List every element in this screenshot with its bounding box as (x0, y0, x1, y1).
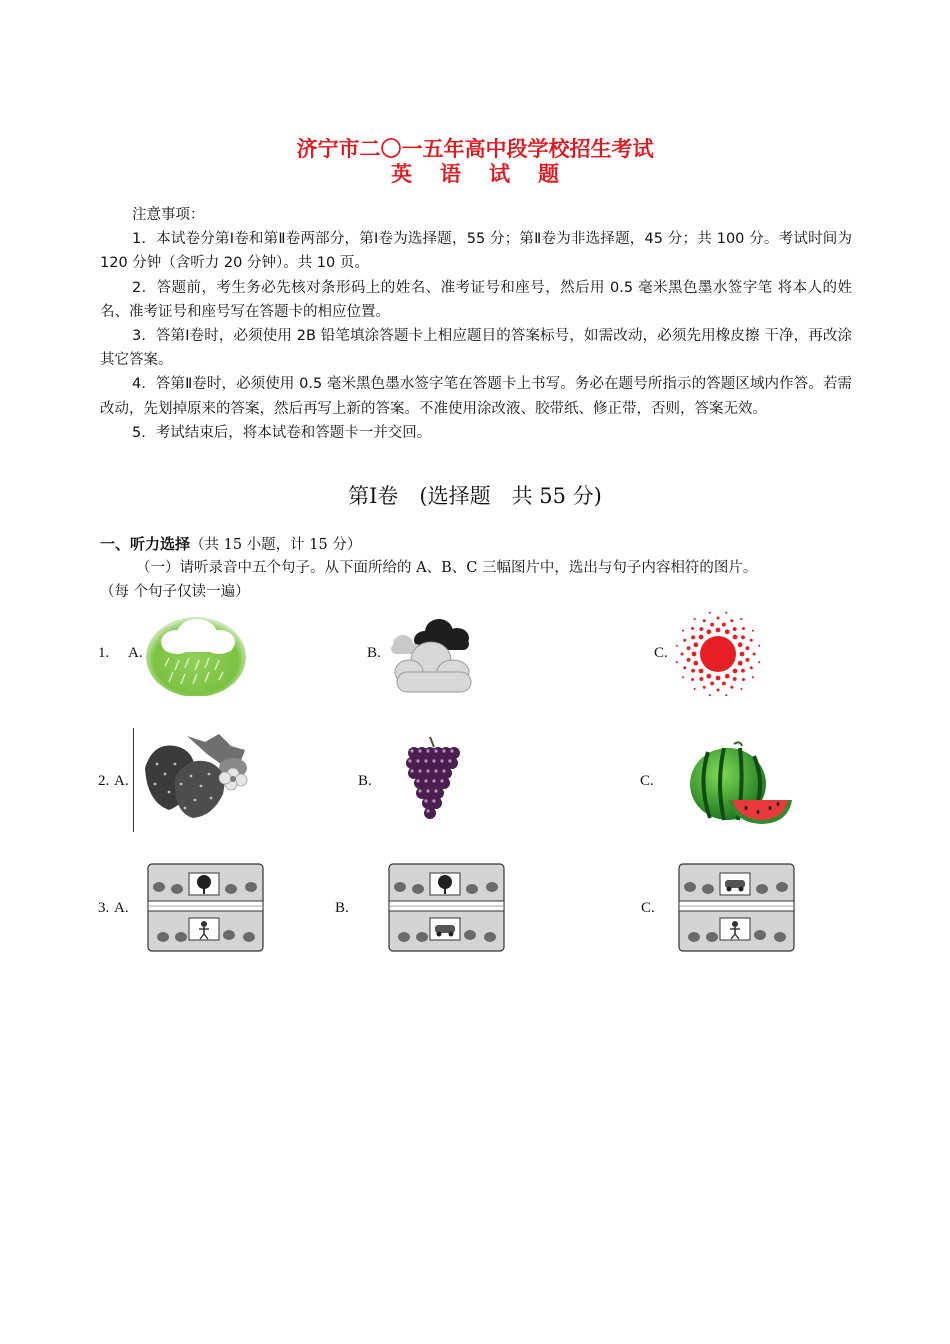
subject-title: 英语试题 (391, 161, 587, 186)
question-number: 1. (98, 645, 110, 661)
option-label: B. (335, 900, 349, 916)
option-label: C. (654, 645, 668, 661)
notices (100, 203, 852, 445)
instruction-line: （一）请听录音中五个句子。从下面所给的 A、B、C 三幅图片中，选出与句子内容相符的图片。 (136, 560, 758, 576)
street-scene-b-icon (388, 863, 505, 952)
question-number: 3. (98, 900, 110, 916)
notice-item: 3．答第Ⅰ卷时，必须使用 2B 铅笔填涂答题卡上相应题目的答案标号，如需改动，必须先用橡皮擦 干净，再改涂其它答案。 (100, 328, 852, 369)
watermelon-icon (684, 740, 794, 826)
volume-title: 第Ⅰ卷 (选择题 共 55 分) (348, 484, 602, 508)
cloudy-icon (387, 610, 477, 694)
option-label: C. (641, 900, 655, 916)
option-label: C. (640, 773, 654, 789)
option-label: A. (128, 645, 143, 661)
street-scene-c-icon (678, 863, 795, 952)
instruction-line: （每 个句子仅读一遍） (100, 584, 250, 600)
option-label: B. (358, 773, 372, 789)
strawberry-icon (135, 728, 255, 820)
notices-heading: 注意事项： (132, 207, 205, 223)
grapes-icon (384, 733, 476, 829)
section-title: 一、听力选择 (100, 535, 191, 553)
sun-icon (672, 608, 764, 700)
option-label: B. (367, 645, 381, 661)
question-number: 2. (98, 773, 110, 789)
exam-title: 济宁市二〇一五年高中段学校招生考试 (296, 136, 654, 161)
section-note: （共 15 小题，计 15 分） (190, 537, 362, 553)
section-heading (100, 533, 361, 554)
rain-cloud-icon (145, 612, 248, 696)
divider (133, 728, 134, 832)
option-label: A. (114, 773, 129, 789)
option-label: A. (114, 900, 129, 916)
section-instruction (100, 556, 860, 604)
notice-item: 4．答第Ⅱ卷时，必须使用 0.5 毫米黑色墨水签字笔在答题卡上书写。务必在题号所指示的答题区域内作答。若需改动，先划掉原来的答案，然后再写上新的答案。不准使用涂改液、胶带纸、修正带，否则，答案无效。 (100, 376, 852, 417)
notice-item: 1．本试卷分第Ⅰ卷和第Ⅱ卷两部分，第Ⅰ卷为选择题，55 分；第Ⅱ卷为非选择题，45 分；共 100 分。考试时间为 120 分钟（含听力 20 分钟）。共 10 页。 (100, 231, 852, 272)
notice-item: 2．答题前，考生务必先核对条形码上的姓名、准考证号和座号，然后用 0.5 毫米黑色墨水签字笔 将本人的姓名、准考证号和座号写在答题卡的相应位置。 (100, 279, 852, 320)
street-scene-a-icon (147, 863, 264, 952)
notice-item: 5．考试结束后，将本试卷和答题卡一并交回。 (132, 424, 432, 441)
